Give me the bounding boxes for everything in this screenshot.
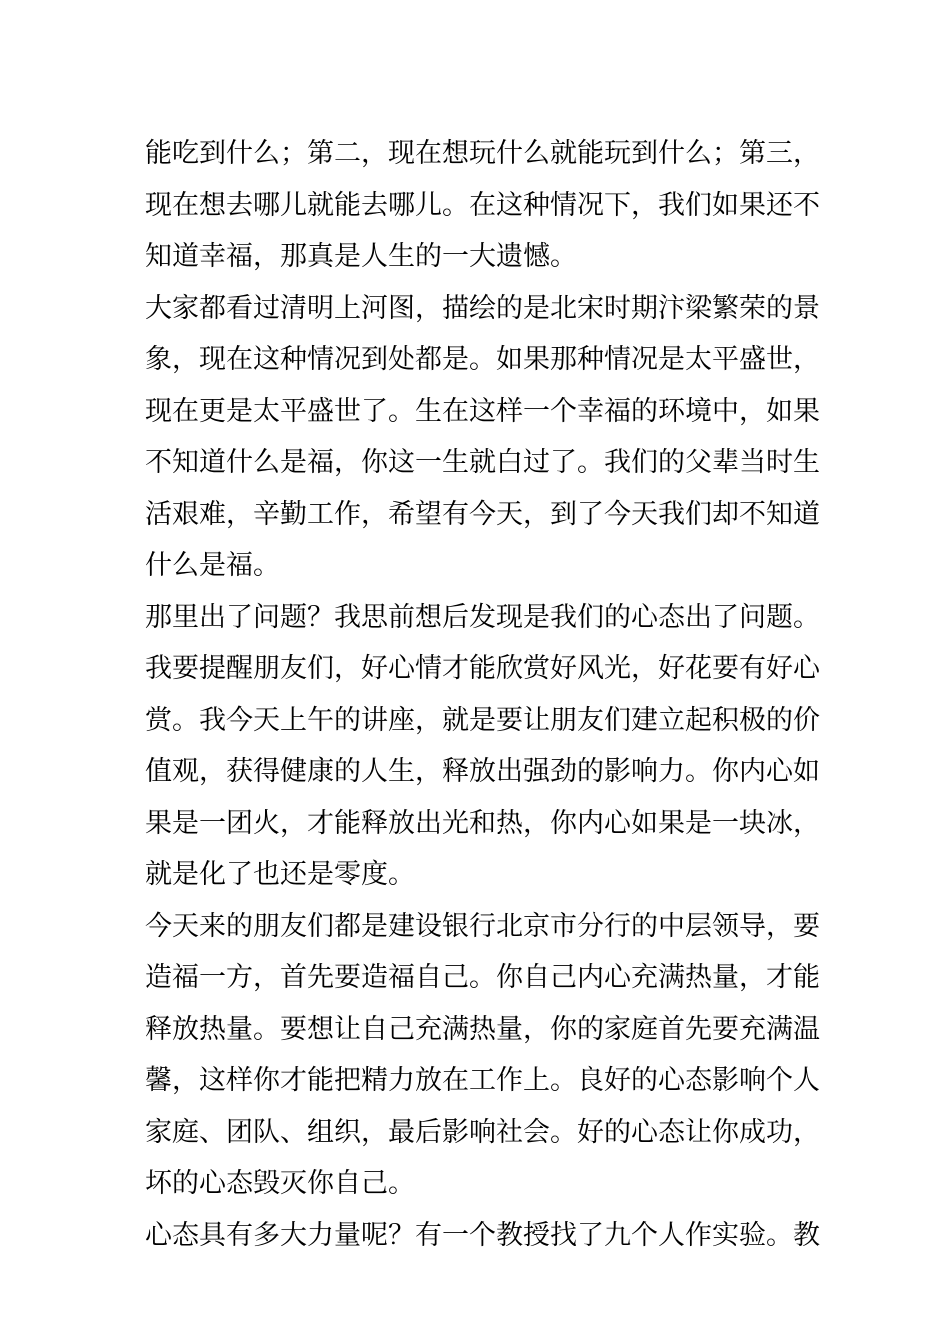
text-line: 造福一方，首先要造福自己。你自己内心充满热量，才能 xyxy=(145,962,820,993)
text-line: 象，现在这种情况到处都是。如果那种情况是太平盛世， xyxy=(145,344,820,375)
text-line: 那里出了问题？我思前想后发现是我们的心态出了问题。 xyxy=(145,601,820,633)
text-line: 大家都看过清明上河图，描绘的是北宋时期汴梁繁荣的景 xyxy=(145,292,820,324)
text-line: 现在更是太平盛世了。生在这样一个幸福的环境中，如果 xyxy=(145,395,820,427)
text-line: 今天来的朋友们都是建设银行北京市分行的中层领导，要 xyxy=(145,910,820,942)
text-line: 就是化了也还是零度。 xyxy=(145,859,415,890)
text-line: 果是一团火，才能释放出光和热，你内心如果是一块冰， xyxy=(145,807,820,839)
text-line: 现在想去哪儿就能去哪儿。在这种情况下，我们如果还不 xyxy=(145,189,820,221)
text-line: 能吃到什么；第二，现在想玩什么就能玩到什么；第三， xyxy=(145,138,820,169)
text-line: 坏的心态毁灭你自己。 xyxy=(145,1168,415,1199)
text-line: 我要提醒朋友们，好心情才能欣赏好风光，好花要有好心 xyxy=(145,653,820,684)
text-line: 赏。我今天上午的讲座，就是要让朋友们建立起积极的价 xyxy=(145,704,820,736)
text-line: 释放热量。要想让自己充满热量，你的家庭首先要充满温 xyxy=(145,1013,820,1045)
text-line: 心态具有多大力量呢？有一个教授找了九个人作实验。教 xyxy=(145,1219,820,1251)
text-line: 知道幸福，那真是人生的一大遗憾。 xyxy=(145,241,577,272)
text-line: 值观，获得健康的人生，释放出强劲的影响力。你内心如 xyxy=(145,756,820,787)
text-line: 馨，这样你才能把精力放在工作上。良好的心态影响个人 xyxy=(145,1065,820,1096)
text-line: 活艰难，辛勤工作，希望有今天，到了今天我们却不知道 xyxy=(145,498,820,530)
document-body xyxy=(145,128,820,1261)
text-line: 什么是福。 xyxy=(145,550,280,581)
text-line: 不知道什么是福，你这一生就白过了。我们的父辈当时生 xyxy=(145,447,820,478)
text-line: 家庭、团队、组织，最后影响社会。好的心态让你成功， xyxy=(145,1116,820,1148)
